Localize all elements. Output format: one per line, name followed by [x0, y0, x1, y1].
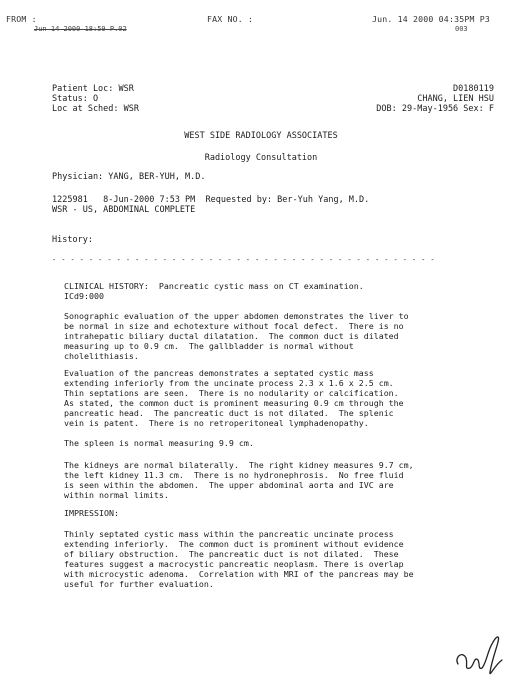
fax-from-label: FROM : [6, 14, 37, 24]
exam-line: 1225981 8-Jun-2000 7:53 PM Requested by: Ber-Yuh Yang, M.D. [52, 195, 370, 205]
patient-dob-sex: DOB: 29-May-1956 Sex: F [376, 104, 494, 114]
exam-type: WSR - US, ABDOMINAL COMPLETE [52, 205, 196, 215]
clinical-history: CLINICAL HISTORY: Pancreatic cystic mass on CT examination. ICd9:000 [64, 281, 364, 301]
physician-line: Physician: YANG, BER-YUH, M.D. [52, 172, 206, 182]
patient-id: D0180119 [453, 84, 494, 94]
fax-page-code: 003 [455, 25, 468, 33]
fax-sub-left: Jun 14 2000 18:59 P.02 [34, 25, 127, 33]
report-paragraph-liver: Sonographic evaluation of the upper abdomen demonstrates the liver to be normal in size and echotexture without focal defect. There is no intrahepatic biliary ductal dilatation. The common duct is dilated measuring up to 0.9 cm. The gallbladder is normal without cholelithiasis. [64, 311, 409, 361]
patient-location: Patient Loc: WSR [52, 84, 134, 94]
patient-loc-sched: Loc at Sched: WSR [52, 104, 139, 114]
handwritten-signature [452, 620, 512, 680]
history-label: History: [52, 235, 93, 245]
report-title: Radiology Consultation [204, 153, 318, 163]
fax-datetime: Jun. 14 2000 04:35PM P3 [372, 14, 490, 24]
patient-name: CHANG, LIEN HSU [417, 94, 494, 104]
report-paragraph-spleen: The spleen is normal measuring 9.9 cm. [64, 438, 254, 448]
divider-line: - - - - - - - - - - - - - - - - - - - - - - - - - - - - - - - - - - - - - - - - - - [52, 256, 435, 264]
impression-label: IMPRESSION: [64, 508, 119, 518]
patient-status: Status: O [52, 94, 99, 104]
report-paragraph-kidneys: The kidneys are normal bilaterally. The right kidney measures 9.7 cm, the left kidney 11.3 cm. There is no hydronephrosis. No free fluid is seen within the abdomen. The upper abdominal aorta and IVC are within normal limits. [64, 460, 414, 500]
report-paragraph-pancreas: Evaluation of the pancreas demonstrates a septated cystic mass extending inferiorly from the uncinate process 2.3 x 1.6 x 2.5 cm. Thin septations are seen. There is no nodularity or calcification. As stated, the common duct is prominent measuring 0.9 cm through the pancreatic head. The pancreatic duct is not dilated. The splenic vein is patent. There is no retroperitoneal lymphadenopathy. [64, 368, 404, 428]
fax-number-label: FAX NO. : [207, 14, 254, 24]
impression-text: Thinly septated cystic mass within the pancreatic uncinate process extending inferiorly. The common duct is prominent without evidence of biliary obstruction. The pancreatic duct is not dilated. These features suggest a macrocystic pancreatic neoplasm. There is overlap with microcystic adenoma. Correlation with MRI of the pancreas may be useful for further evaluation. [64, 529, 414, 589]
org-name: WEST SIDE RADIOLOGY ASSOCIATES [184, 131, 338, 141]
